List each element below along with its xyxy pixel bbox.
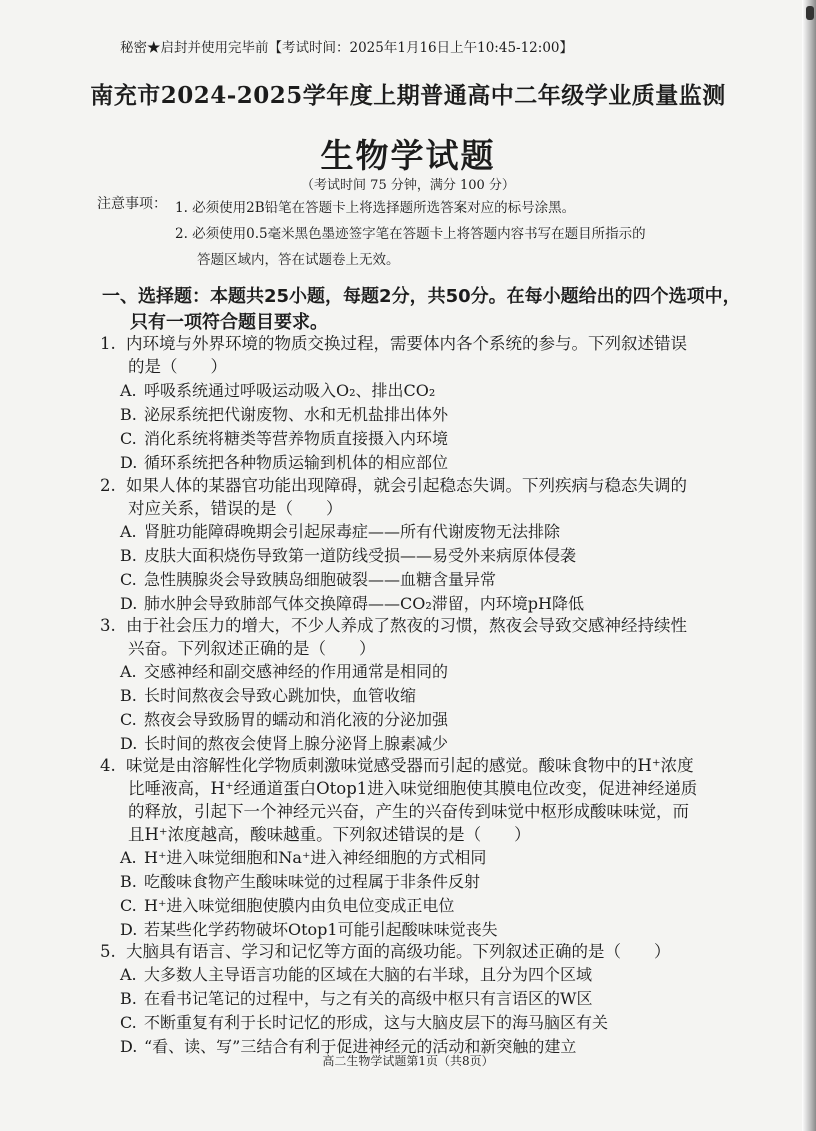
scan-edge-mark — [806, 6, 814, 20]
option-a[interactable] — [120, 519, 560, 542]
option-c[interactable] — [120, 426, 448, 449]
option-text: 循环系统把各种物质运输到机体的相应部位 — [144, 453, 449, 472]
option-a[interactable] — [120, 845, 486, 868]
option-text: 肺水肿会导致肺部气体交换障碍——CO₂滞留，内环境pH降低 — [144, 594, 584, 613]
question-text: 内环境与外界环境的物质交换过程，需要体内各个系统的参与。下列叙述错误 — [126, 334, 687, 353]
notice-item-2: 2. 必须使用0.5毫米黑色墨迹签字笔在答题卡上将答题内容书写在题目所指示的 — [175, 226, 646, 242]
section-heading: 一、选择题：本题共25小题，每题2分，共50分。在每小题给出的四个选项中， — [102, 286, 741, 307]
option-label: C. — [120, 710, 137, 729]
secret-notice: 秘密★启封并使用完毕前【考试时间：2025年1月16日上午10:45-12:00】 — [120, 40, 573, 56]
option-label: A. — [120, 848, 137, 867]
question-2 — [100, 472, 687, 496]
section-heading-cont: 只有一项符合题目要求。 — [130, 312, 328, 333]
question-3 — [100, 612, 687, 636]
option-label: A. — [120, 381, 137, 400]
question-4 — [100, 752, 694, 776]
option-a[interactable] — [120, 962, 592, 985]
option-label: C. — [120, 1013, 137, 1032]
option-text: 熬夜会导致肠胃的蠕动和消化液的分泌加强 — [144, 710, 449, 729]
question-text: 如果人体的某器官功能出现障碍，就会引起稳态失调。下列疾病与稳态失调的 — [126, 476, 687, 495]
option-d[interactable] — [120, 917, 498, 940]
notice-item-1: 1. 必须使用2B铅笔在答题卡上将选择题所选答案对应的标号涂黑。 — [175, 200, 576, 216]
option-label: B. — [120, 546, 137, 565]
exam-info: （考试时间 75 分钟，满分 100 分） — [301, 178, 515, 193]
option-text: 交感神经和副交感神经的作用通常是相同的 — [144, 662, 449, 681]
option-d[interactable] — [120, 591, 584, 614]
option-text: 长时间熬夜会导致心跳加快，血管收缩 — [144, 686, 417, 705]
option-c[interactable] — [120, 893, 454, 916]
option-label: A. — [120, 662, 137, 681]
option-b[interactable] — [120, 986, 592, 1009]
option-label: A. — [120, 522, 137, 541]
option-text: 皮肤大面积烧伤导致第一道防线受损——易受外来病原体侵袭 — [144, 546, 577, 565]
option-text: 泌尿系统把代谢废物、水和无机盐排出体外 — [144, 405, 449, 424]
option-text: 若某些化学药物破坏Otop1可能引起酸味味觉丧失 — [144, 920, 498, 939]
option-text: 急性胰腺炎会导致胰岛细胞破裂——血糖含量异常 — [144, 570, 497, 589]
page-footer: 高二生物学试题第1页（共8页） — [322, 1054, 494, 1068]
option-text: 呼吸系统通过呼吸运动吸入O₂、排出CO₂ — [144, 381, 436, 400]
option-b[interactable] — [120, 869, 480, 892]
option-c[interactable] — [120, 707, 448, 730]
question-text: 由于社会压力的增大，不少人养成了熬夜的习惯，熬夜会导致交感神经持续性 — [126, 616, 687, 635]
option-d[interactable] — [120, 450, 448, 473]
option-label: D. — [120, 453, 138, 472]
question-text: 味觉是由溶解性化学物质刺激味觉感受器而引起的感觉。酸味食物中的H⁺浓度 — [126, 756, 694, 775]
question-1-cont: 的是（ ） — [128, 357, 227, 376]
main-title: 南充市2024-2025学年度上期普通高中二年级学业质量监测 — [90, 82, 726, 109]
option-text: “看、读、写”三结合有利于促进神经元的活动和新突触的建立 — [144, 1037, 577, 1056]
option-b[interactable] — [120, 402, 448, 425]
question-1 — [100, 330, 687, 354]
option-text: 大多数人主导语言功能的区域在大脑的右半球，且分为四个区域 — [144, 965, 593, 984]
option-b[interactable] — [120, 683, 416, 706]
question-number: 4. — [100, 756, 116, 775]
option-text: 长时间的熬夜会使肾上腺分泌肾上腺素减少 — [144, 734, 449, 753]
option-c[interactable] — [120, 1010, 608, 1033]
question-number: 3. — [100, 616, 116, 635]
option-text: 消化系统将糖类等营养物质直接摄入内环境 — [144, 429, 449, 448]
option-label: C. — [120, 896, 137, 915]
option-text: 不断重复有利于长时记忆的形成，这与大脑皮层下的海马脑区有关 — [144, 1013, 609, 1032]
option-label: C. — [120, 570, 137, 589]
question-number: 5. — [100, 942, 116, 961]
option-d[interactable] — [120, 731, 448, 754]
subject-title: 生物学试题 — [320, 136, 496, 175]
option-text: 肾脏功能障碍晚期会引起尿毒症——所有代谢废物无法排除 — [144, 522, 561, 541]
question-number: 2. — [100, 476, 116, 495]
option-label: B. — [120, 872, 137, 891]
option-text: H⁺进入味觉细胞和Na⁺进入神经细胞的方式相同 — [144, 848, 487, 867]
question-4-cont-2: 的释放，引起下一个神经元兴奋，产生的兴奋传到味觉中枢形成酸味味觉，而 — [128, 802, 689, 821]
question-5 — [100, 938, 671, 962]
option-c[interactable] — [120, 567, 496, 590]
option-label: B. — [120, 989, 137, 1008]
option-label: D. — [120, 1037, 138, 1056]
question-2-cont: 对应关系，错误的是（ ） — [128, 499, 343, 518]
option-text: 在看书记笔记的过程中，与之有关的高级中枢只有言语区的W区 — [144, 989, 593, 1008]
question-3-cont: 兴奋。下列叙述正确的是（ ） — [128, 639, 376, 658]
option-b[interactable] — [120, 543, 576, 566]
question-number: 1. — [100, 334, 116, 353]
option-a[interactable] — [120, 378, 435, 401]
option-text: 吃酸味食物产生酸味味觉的过程属于非条件反射 — [144, 872, 481, 891]
notice-item-2-cont: 答题区域内，答在试题卷上无效。 — [197, 252, 400, 268]
option-label: D. — [120, 594, 138, 613]
option-text: H⁺进入味觉细胞使膜内由负电位变成正电位 — [144, 896, 455, 915]
option-label: B. — [120, 686, 137, 705]
question-text: 大脑具有语言、学习和记忆等方面的高级功能。下列叙述正确的是（ ） — [126, 942, 671, 961]
question-4-cont-3: 且H⁺浓度越高，酸味越重。下列叙述错误的是（ ） — [128, 825, 531, 844]
notice-label: 注意事项： — [97, 196, 167, 212]
option-label: D. — [120, 920, 138, 939]
option-label: C. — [120, 429, 137, 448]
question-4-cont-1: 比唾液高，H⁺经通道蛋白Otop1进入味觉细胞使其膜电位改变，促进神经递质 — [128, 779, 698, 798]
option-label: D. — [120, 734, 138, 753]
option-label: A. — [120, 965, 137, 984]
option-a[interactable] — [120, 659, 448, 682]
option-label: B. — [120, 405, 137, 424]
